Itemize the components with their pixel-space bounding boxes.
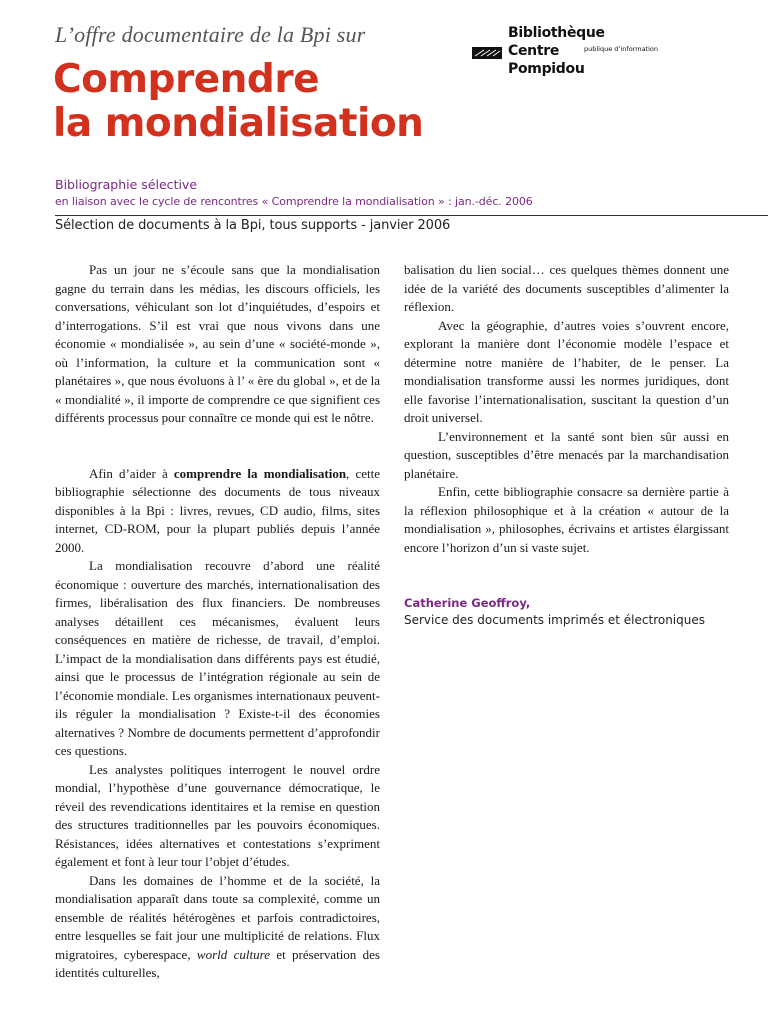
logo-line-1: Bibliothèque (508, 25, 605, 41)
left-paragraph-1: Pas un jour ne s’écoule sans que la mondialisation gagne du terrain dans les médias, les discours officiels, les conversations, véhiculant son lot d’inquiétudes, d’espoirs et d’interrogations. S’il est vrai que nous vivons dans une économie « mondialisée », au sein d’une « société-monde », où l’information, la culture et la communication sont « planétaires », que nous évoluons à l’ « ère du global », et de la « mondialité », il importe de comprendre ce que signifient ces différents processus pour connaître ce monde qui est le nôtre. (55, 262, 380, 425)
left-paragraph-2-start: Afin d’aider à (89, 465, 174, 481)
left-column (55, 261, 380, 983)
left-paragraph-2-end: , cette bibliographie sélectionne des documents de tous niveaux disponibles à la Bpi : livres, revues, CD audio, films, sites internet, CD-ROM, pour la plupart publiés depuis l’année 2000. (55, 465, 380, 555)
bpi-logo (470, 25, 659, 85)
left-paragraph-4: Les analystes politiques interrogent le nouvel ordre mondial, l’hypothèse d’une gouvernance démocratique, le réveil des revendications identitaires et la remise en question des structures traditionnelles par les pouvoirs économiques. Résistances, idées alternatives et contestations s’expriment également et font à leur tour l’objet d’études. (55, 761, 380, 869)
left-paragraph-2-bold: comprendre la mondialisation (173, 465, 347, 481)
signature-role: Service des documents imprimés et électroniques (404, 613, 706, 627)
left-paragraph-2 (55, 465, 380, 558)
left-paragraph-3: La mondialisation recouvre d’abord une réalité économique : ouverture des marchés, internationalisation des firmes, libéralisation des flux financiers. De nombreuses analyses détaillent ces mécanismes, évaluent leurs conséquences en matière de richesse, de travail, d’emploi. L’impact de la mondialisation dans différents pays est étudié, ainsi que le processus de l’intégration régionale au sein de l’économie mondiale. Les organismes internationaux peuvent-ils réguler la mondialisation ? Existe-t-il des économies alternatives ? Nombre de documents permettent d’approfondir ces questions. (55, 558, 380, 758)
right-paragraph-2: Avec la géographie, d’autres voies s’ouvrent encore, explorant la manière dont l’économie modèle l’espace et détermine notre manière de l’habiter, de le penser. La mondialisation transforme aussi les normes juridiques, dont elle favorise l’internationalisation, suscitant la question d’un droit universel. (404, 317, 729, 425)
left-paragraph-5-start: Dans les domaines de l’homme et de la société, la mondialisation apparaît dans toute sa complexité, comme un ensemble de réalités hétérogènes et parfois contradictoires, entre lesquelles se fait jour une multiplicité de relations. Flux migratoires, cyberespace, (55, 872, 380, 962)
liaison-label: en liaison avec le cycle de rencontres « Comprendre la mondialisation » : jan.-déc. 2006 (55, 195, 533, 208)
signature-name: Catherine Geoffroy, (404, 596, 531, 610)
right-paragraph-3: L’environnement et la santé sont bien sûr aussi en question, susceptibles d’être menacés par la marchandisation planétaire. (404, 428, 729, 481)
title-line-1: Comprendre (53, 57, 320, 102)
logo-line-2-small: publique d’information (584, 45, 659, 53)
logo-line-2: Centre (508, 43, 560, 59)
left-paragraph-5 (55, 872, 380, 983)
right-paragraph-4: Enfin, cette bibliographie consacre sa dernière partie à la réflexion philosophique et à la création « autour de la mondialisation », philosophes, écrivains et artistes élargissant encore l’horizon d’un si vaste sujet. (404, 484, 729, 555)
bpi-logo-mark-icon (472, 47, 502, 59)
right-column (404, 261, 729, 557)
selection-label: Sélection de documents à la Bpi, tous supports - janvier 2006 (55, 218, 451, 233)
signature (404, 595, 705, 629)
page-title (53, 58, 423, 146)
left-paragraph-5-end: et préservation des identités culturelles, (55, 946, 380, 980)
bibliographie-label: Bibliographie sélective (55, 177, 198, 192)
left-paragraph-5-italic: world culture (196, 946, 270, 962)
title-line-2: la mondialisation (53, 101, 424, 146)
header-subtitle: L’offre documentaire de la Bpi sur (55, 22, 366, 47)
right-paragraph-1: balisation du lien social… ces quelques thèmes donnent une idée de la variété des documents susceptibles d’alimenter la réflexion. (404, 262, 729, 314)
logo-line-3: Pompidou (508, 61, 585, 77)
header-divider (55, 215, 768, 216)
